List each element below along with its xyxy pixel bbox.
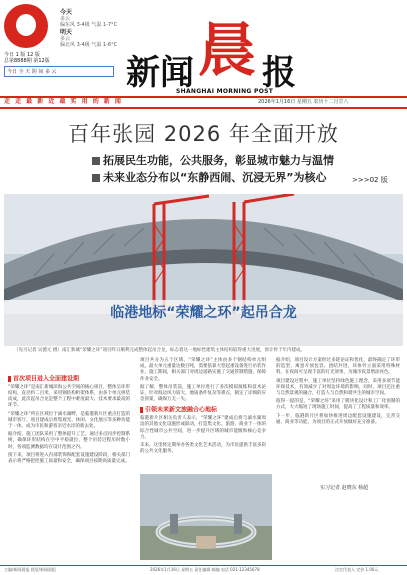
newspaper-logo xyxy=(4,4,48,48)
ring-aerial-illustration xyxy=(140,474,272,560)
subheadline-1-text: 拓展民生功能，公共服务，彰显城市魅力与温情 xyxy=(103,154,334,167)
footer-middle: 2026年1月16日 星期五 责任编辑 邮编 电话 021-12345678 xyxy=(150,567,260,572)
subheadline-1 xyxy=(92,152,334,168)
masthead-english: SHANGHAI MORNING POST xyxy=(176,88,274,95)
section-heading xyxy=(140,407,266,414)
paragraph: 项目建设过程中，施工单位坚持绿色施工理念，采用多项节能环保技术，有效减少了对周边环境的影响，同时，项目还注重与自然景观的融合，打造人与自然和谐共生的城市空间。 xyxy=(276,378,400,397)
article-column-2 xyxy=(140,358,266,455)
issue-info xyxy=(4,52,50,64)
article-column-1 xyxy=(8,372,130,465)
weather-today-detail: 偏东风 3-4级 气温 1-7°C xyxy=(60,22,118,28)
date-line: 今日 1 版 12 版 xyxy=(4,52,40,58)
section-heading-text: 引领未来新文旅融合心地标 xyxy=(145,406,218,414)
masthead-name-1: 新闻 xyxy=(126,53,194,93)
paragraph: 接下来，项目将进入内部装饰和配套设施建设阶段，相关部门表示将严格把控施工质量和安全，确保项目按期高质量完成。 xyxy=(8,452,130,464)
paragraph: 未来，这里将定期举办各类文化艺术活动，为市民提供丰富多彩的公共文化服务。 xyxy=(140,442,266,455)
weather-tomorrow: 多云 xyxy=(60,36,71,42)
publication-line: 2026年1月16日 星期五 农历十二月廿八 xyxy=(258,99,349,105)
paragraph: 据了解，整体吊装前，施工单位进行了多次模拟演练和技术论证，针对海边风力较大、地质条件复杂等难点，制定了详细的应急预案，确保万无一失。 xyxy=(140,384,266,403)
section-heading xyxy=(8,376,130,383)
bullet-square-icon xyxy=(92,157,100,165)
slogan: 走 走 最 新 近 最 实 用 的 新 闻 xyxy=(4,98,123,105)
footer-left: 主编/新闻晨报 视觉/新闻晨报 xyxy=(4,567,56,572)
section-marker-icon xyxy=(8,376,11,382)
weather-today-label: 今天 xyxy=(60,9,73,16)
photo-headline: 临港地标“荣耀之环”起吊合龙 xyxy=(110,305,297,321)
paragraph: “荣耀之环”是南汇新城滨海公共空间的核心项目，整体呈环形结构，直径约二百米，采用钢结构桁架体系，由多个单元拼装而成，此次起吊合龙是整个工程中难度最大、技术要求最高的环节。 xyxy=(8,384,130,409)
photo-caption: （见习记者 吴德元 摄）南汇新城“荣耀之环”项目昨日顺利完成整体起吊合龙，标志着这一地标性建筑主体结构取得重大进展，预计将于年内建成。 xyxy=(14,348,306,353)
subheadline-2-text: 未来业态分布以“东静西闹、沉浸无界”为核心 xyxy=(103,171,327,184)
paragraph: 值得一提的是，“荣耀之环”采用了模块化设计和工厂化预制的方式，大大缩短了现场施工时间，提高了工程质量和效率。 xyxy=(276,399,400,411)
byline: 实习记者 赵晓东 杨超 xyxy=(320,485,369,491)
article-column-3 xyxy=(276,358,400,426)
weather-box xyxy=(60,10,118,48)
footer-right: 法定代表人 定价 1.00元 xyxy=(335,567,379,572)
issue-line: 总第8888期 第12版 xyxy=(4,58,50,64)
paragraph: 下一步，临港新片区将加快推进周边配套设施建设，完善交通、商业等功能，为项目的正式开放做好充分准备。 xyxy=(276,413,400,425)
paragraph: 据介绍，施工团队采用了整体提升工艺，通过多点同步控制系统，确保环形结构在空中平稳就位，整个吊装过程历时数小时，各项监测数据均在设计范围之内。 xyxy=(8,432,130,450)
paragraph: 项目共分为五个区域，“荣耀之环”主体由多个钢结构单元组成，最大单元重量达数百吨，需要依靠大型起重设备进行吊装作业，施工期间，相关部门对周边道路实施了交通管制措施，保障作业安全。 xyxy=(140,358,266,382)
inset-photo xyxy=(140,474,272,560)
section-heading-text: 首次项目进入全面建设期 xyxy=(13,375,80,383)
weather-tomorrow-label: 明天 xyxy=(60,29,73,36)
weather-strip: 今日 全 天 阴 间 多 云 xyxy=(4,66,114,77)
paragraph: “荣耀之环”所在区域位于滴水湖畔，是临港新片区重点打造的城市客厅，项目建成后将集观光、休闲、文化展示等多种功能于一体，成为市民和游客亲近水岸的新去处。 xyxy=(8,411,130,429)
masthead-name-3: 报 xyxy=(262,53,296,93)
section-marker-icon xyxy=(140,407,143,413)
main-headline: 百年张园 2026 年全面开放 xyxy=(68,122,339,146)
weather-tomorrow-detail: 偏北风 3-4级 气温 1-6°C xyxy=(60,42,118,48)
masthead-name-2: 晨 xyxy=(198,16,257,84)
bullet-square-icon xyxy=(92,174,100,182)
page-reference-link[interactable]: >>>02 版 xyxy=(352,176,388,184)
weather-today: 多云 xyxy=(60,16,71,22)
paragraph: 临港新片区相关负责人表示，“荣耀之环”建成后将与滴水湖周边的其他文化设施形成联动，打造集文化、旅游、商业于一体的综合性城市公共空间，进一步提升区域的城市能级和核心竞争力。 xyxy=(140,416,266,440)
paragraph: 据介绍，项目设计方案经过多轮论证和优化，最终确定了环形的造型，寓意开放包容、团结共进，环体外立面采用特殊材料，在夜间可呈现丰富的灯光效果，为城市夜景增添亮色。 xyxy=(276,358,400,376)
subheadline-2 xyxy=(92,169,326,185)
